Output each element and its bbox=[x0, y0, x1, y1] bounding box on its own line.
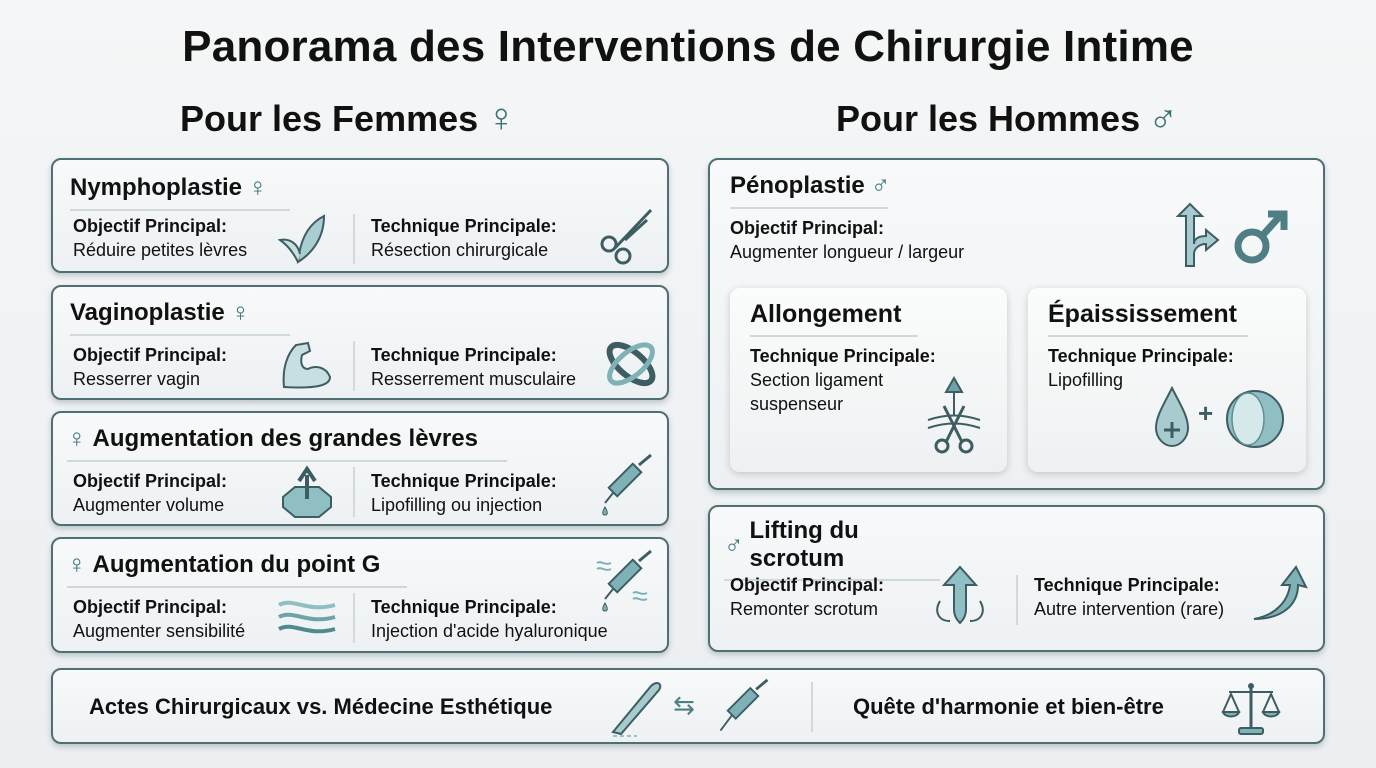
objective-label: Objectif Principal: bbox=[73, 471, 228, 491]
sub-card-epaississement bbox=[1028, 288, 1306, 472]
card-vaginoplastie bbox=[51, 285, 669, 400]
technique-label: Technique Principale: bbox=[1048, 346, 1234, 366]
objective-value: Réduire petites lèvres bbox=[73, 240, 248, 260]
leaf-icon bbox=[278, 210, 328, 266]
female-symbol-icon: ♀ bbox=[67, 423, 87, 453]
women-heading bbox=[180, 96, 516, 141]
technique-field bbox=[371, 343, 576, 391]
objective-value: Resserrer vagin bbox=[73, 369, 201, 389]
card-nymphoplastie bbox=[51, 158, 669, 273]
ligament-scissors-icon bbox=[926, 376, 982, 456]
card-title bbox=[730, 170, 891, 209]
female-symbol-icon: ♀ bbox=[248, 172, 268, 202]
technique-value: Autre intervention (rare) bbox=[1034, 599, 1225, 619]
technique-label: Technique Principale: bbox=[371, 216, 557, 236]
objective-field bbox=[73, 595, 245, 643]
female-symbol-icon: ♀ bbox=[486, 96, 517, 140]
technique-value: Injection d'acide hyaluronique bbox=[371, 621, 608, 641]
technique-label: Technique Principale: bbox=[371, 471, 557, 491]
scalpel-icon bbox=[607, 678, 667, 738]
technique-field bbox=[371, 214, 557, 262]
technique-field bbox=[750, 344, 936, 416]
technique-field bbox=[371, 469, 557, 517]
objective-field bbox=[730, 573, 884, 621]
exchange-arrows-icon: ⇆ bbox=[673, 690, 695, 720]
objective-label: Objectif Principal: bbox=[730, 575, 885, 595]
objective-label: Objectif Principal: bbox=[73, 216, 228, 236]
objective-label: Objectif Principal: bbox=[73, 597, 228, 617]
muscle-bands-icon bbox=[601, 335, 661, 393]
balance-scale-icon bbox=[1221, 680, 1281, 736]
technique-label: Technique Principale: bbox=[750, 346, 936, 366]
page-title: Panorama des Interventions de Chirurgie Intime bbox=[182, 22, 1194, 71]
divider bbox=[811, 682, 813, 732]
male-symbol-icon: ♂ bbox=[1148, 96, 1179, 140]
sub-card-allongement bbox=[730, 288, 1007, 472]
objective-value: Augmenter sensibilité bbox=[73, 621, 246, 641]
technique-value: Résection chirurgicale bbox=[371, 240, 549, 260]
card-augmentation-grandes-levres bbox=[51, 411, 669, 526]
objective-field bbox=[73, 214, 247, 262]
technique-label: Technique Principale: bbox=[371, 597, 557, 617]
men-heading bbox=[836, 96, 1178, 141]
card-title-label: Lifting du scrotum bbox=[749, 517, 859, 572]
syringe-waves-icon bbox=[593, 549, 655, 615]
divider bbox=[353, 341, 355, 391]
technique-field bbox=[1034, 573, 1224, 621]
card-title bbox=[67, 423, 507, 462]
women-heading-label: Pour les Femmes bbox=[180, 97, 479, 139]
technique-value-line1: Section ligament bbox=[750, 370, 884, 390]
scissors-icon bbox=[597, 206, 655, 266]
card-title bbox=[70, 297, 290, 336]
card-lifting-scrotum bbox=[708, 505, 1325, 652]
technique-value: Lipofilling ou injection bbox=[371, 495, 543, 515]
footer-right-text: Quête d'harmonie et bien-être bbox=[853, 694, 1164, 719]
objective-label: Objectif Principal: bbox=[730, 218, 885, 238]
card-penoplastie bbox=[708, 158, 1325, 490]
objective-field bbox=[730, 216, 964, 264]
female-symbol-icon: ♀ bbox=[230, 297, 251, 327]
technique-label: Technique Principale: bbox=[1034, 575, 1220, 595]
divider bbox=[1016, 575, 1018, 625]
syringe-icon bbox=[713, 678, 773, 740]
growth-male-icon bbox=[1172, 202, 1296, 268]
footer-left-text: Actes Chirurgicaux vs. Médecine Esthétique bbox=[89, 694, 553, 719]
card-title-label: Augmentation des grandes lèvres bbox=[92, 424, 478, 452]
men-heading-label: Pour les Hommes bbox=[836, 97, 1141, 139]
footer-banner bbox=[51, 668, 1325, 744]
technique-value: Resserrement musculaire bbox=[371, 369, 577, 389]
objective-field bbox=[73, 469, 227, 517]
technique-value-line2: suspenseur bbox=[750, 394, 844, 414]
technique-field bbox=[371, 595, 608, 643]
card-title-label: Pénoplastie bbox=[730, 171, 865, 199]
sub-card-title: Allongement bbox=[750, 300, 918, 337]
syringe-icon bbox=[599, 453, 655, 519]
waves-icon bbox=[277, 597, 337, 637]
card-title bbox=[724, 517, 940, 581]
lift-arrow-icon bbox=[932, 565, 988, 625]
card-title bbox=[67, 549, 407, 588]
divider bbox=[353, 593, 355, 643]
volume-up-icon bbox=[279, 463, 335, 519]
objective-label: Objectif Principal: bbox=[73, 345, 228, 365]
objective-value: Augmenter longueur / largeur bbox=[730, 242, 965, 262]
card-title-label: Nymphoplastie bbox=[70, 173, 243, 201]
technique-value: Lipofilling bbox=[1048, 370, 1124, 390]
muscle-icon bbox=[278, 337, 334, 391]
male-symbol-icon: ♂ bbox=[870, 170, 891, 200]
objective-value: Augmenter volume bbox=[73, 495, 225, 515]
card-title bbox=[70, 172, 290, 211]
sub-card-title: Épaississement bbox=[1048, 300, 1248, 337]
plus-sign: + bbox=[1198, 398, 1214, 428]
curved-up-arrow-icon bbox=[1252, 565, 1308, 623]
fat-drop-icon bbox=[1152, 386, 1192, 448]
female-symbol-icon: ♀ bbox=[67, 549, 87, 579]
divider bbox=[353, 214, 355, 264]
card-title-label: Vaginoplastie bbox=[70, 298, 225, 326]
technique-label: Technique Principale: bbox=[371, 345, 557, 365]
objective-value: Remonter scrotum bbox=[730, 599, 879, 619]
card-augmentation-point-g bbox=[51, 537, 669, 653]
divider bbox=[353, 467, 355, 517]
card-title-label: Augmentation du point G bbox=[92, 550, 381, 578]
objective-field bbox=[73, 343, 227, 391]
male-symbol-icon: ♂ bbox=[724, 529, 744, 560]
implant-sphere-icon bbox=[1224, 388, 1286, 450]
technique-field bbox=[1048, 344, 1234, 392]
